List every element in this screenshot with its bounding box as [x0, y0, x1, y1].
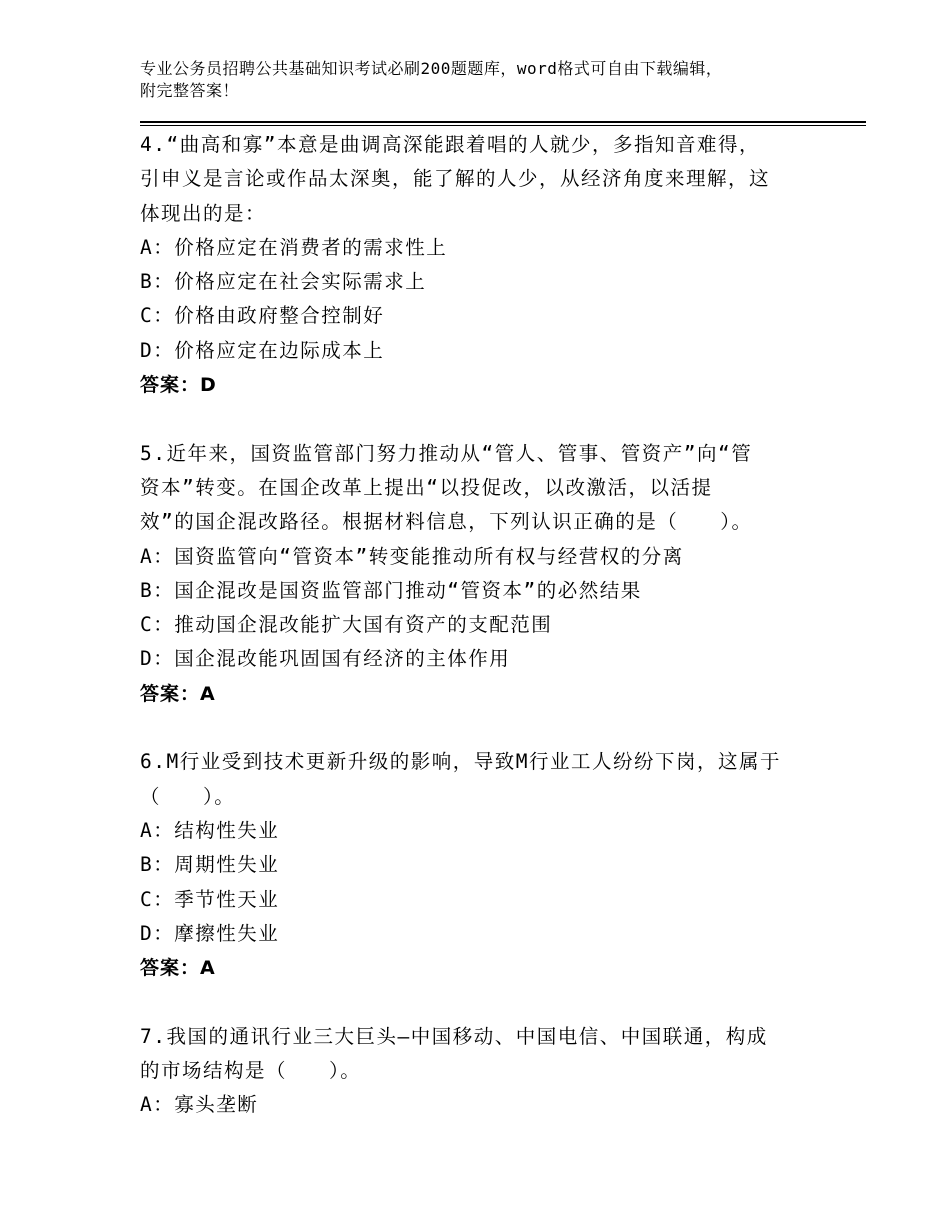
question-text-line: 6.M行业受到技术更新升级的影响，导致M行业工人纷纷下岗，这属于 — [140, 750, 781, 774]
question-text-line: （ ）。 — [140, 784, 236, 808]
answer-label: 答案：D — [140, 374, 217, 397]
question-text-line: 体现出的是： — [140, 201, 267, 225]
option-c: C：价格由政府整合控制好 — [140, 304, 385, 328]
question-text-line: 4.“曲高和寡”本意是曲调高深能跟着唱的人就少，多指知音难得， — [140, 133, 760, 156]
page-header — [140, 58, 860, 102]
header-line: 专业公务员招聘公共基础知识考试必刷200题题库，word格式可自由下载编辑， — [140, 59, 723, 78]
question-4 — [140, 128, 860, 402]
question-text-line: 7.我国的通讯行业三大巨头—中国移动、中国电信、中国联通，构成 — [140, 1024, 768, 1048]
option-a: A：价格应定在消费者的需求性上 — [140, 235, 448, 259]
question-list — [140, 128, 860, 1123]
option-b: B：价格应定在社会实际需求上 — [140, 270, 427, 294]
option-c: C：推动国企混改能扩大国有资产的支配范围 — [140, 613, 553, 637]
question-text-line: 的市场结构是（ ）。 — [140, 1059, 362, 1083]
option-a: A：结构性失业 — [140, 818, 280, 842]
option-d: D：国企混改能巩固国有经济的主体作用 — [140, 647, 511, 671]
spacer — [140, 985, 860, 1019]
spacer — [140, 402, 860, 436]
option-c: C：季节性天业 — [140, 887, 280, 911]
answer-label: 答案：A — [140, 682, 216, 705]
option-d: D：摩擦性失业 — [140, 921, 280, 945]
option-d: D：价格应定在边际成本上 — [140, 338, 385, 362]
option-a: A：寡头垄断 — [140, 1093, 259, 1117]
question-text-line: 引申义是言论或作品太深奥，能了解的人少，从经济角度来理解，这 — [140, 167, 771, 191]
option-a: A：国资监管向“管资本”转变能推动所有权与经营权的分离 — [140, 544, 684, 568]
question-text-line: 效”的国企混改路径。根据材料信息，下列认识正确的是（ ）。 — [140, 510, 753, 534]
header-line: 附完整答案！ — [140, 81, 240, 100]
question-text-line: 资本”转变。在国企改革上提出“以投促改，以改激活，以活提 — [140, 475, 713, 499]
question-6 — [140, 745, 860, 985]
answer-label: 答案：A — [140, 957, 216, 980]
header-rule-thick — [140, 121, 866, 123]
spacer — [140, 711, 860, 745]
question-7 — [140, 1020, 860, 1123]
option-b: B：国企混改是国资监管部门推动“管资本”的必然结果 — [140, 578, 642, 602]
question-5 — [140, 437, 860, 711]
header-rule-thin — [140, 125, 866, 126]
option-b: B：周期性失业 — [140, 853, 280, 877]
question-text-line: 5.近年来，国资监管部门努力推动从“管人、管事、管资产”向“管 — [140, 441, 753, 465]
